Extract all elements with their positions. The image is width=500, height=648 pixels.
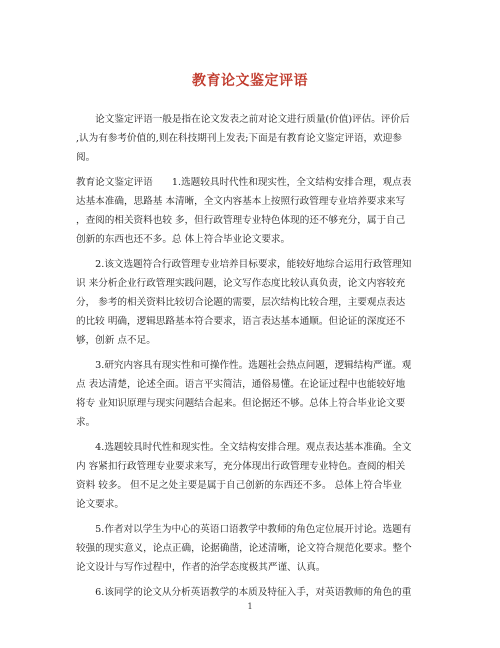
text-line: 的比较 明确，逻辑思路基本符合要求，语言表达基本通顺。但论证的深度还不 — [76, 316, 406, 327]
text-line: 论文鉴定评语一般是指在论文发表之前对论文进行质量(价值)评估。评价后 — [76, 114, 410, 125]
text-line: 论文要求。 — [76, 499, 124, 510]
text-line: 点 表达清楚，论述全面。语言平实简洁，通俗易懂。在论证过程中也能较好地 — [76, 379, 406, 390]
text-line: 教育论文鉴定评语 1.选题较具时代性和现实性，全文结构安排合理，观点表 — [76, 177, 412, 188]
paragraph — [76, 356, 426, 432]
text-line: 4.选题较具时代性和现实性。全文结构安排合理。观点表达基本准确。全文 — [76, 442, 412, 453]
paragraph — [76, 520, 426, 577]
paragraph — [76, 583, 426, 602]
text-line: ，查阅的相关资料也较 多，但行政管理专业特色体现的还不够充分，属于自己 — [76, 215, 406, 226]
text-line: 将专 业知识原理与现实问题结合起来。但论据还不够。总体上符合毕业论文要 — [76, 398, 406, 409]
text-line: 2.该文选题符合行政管理专业培养目标要求，能较好地综合运用行政管理知 — [76, 259, 412, 270]
text-line: 3.研究内容具有现实性和可操作性。选题社会热点问题，逻辑结构严谨。观 — [76, 360, 412, 371]
document-body — [76, 110, 426, 608]
text-line: 分， 参考的相关资料比较切合论题的需要，层次结构比较合理，主要观点表达 — [76, 297, 406, 308]
text-line: 阅。 — [76, 152, 96, 163]
page-title: 教育论文鉴定评语 — [192, 73, 308, 89]
text-line: 达基本准确，思路基 本清晰，全文内容基本上按照行政管理专业培养要求来写 — [76, 196, 406, 207]
text-line: 6.该同学的论文从分析英语教学的本质及特征入手，对英语教师的角色的重 — [76, 587, 412, 598]
paragraph — [76, 255, 426, 350]
page-number: 1 — [247, 602, 253, 611]
text-line: 较强的现实意义，论点正确，论据确凿，论述清晰，论文符合规范化要求。整个 — [76, 543, 412, 554]
text-line: 内 容紧扣行政管理专业要求来写，充分体现出行政管理专业特色。查阅的相关 — [76, 461, 406, 472]
text-line: 5.作者对以学生为中心的英语口语教学中教师的角色定位展开讨论。选题有 — [76, 524, 412, 535]
paragraph — [76, 438, 426, 514]
text-line: 求。 — [76, 417, 96, 428]
text-line: ,认为有参考价值的,则在科技期刊上发表;下面是有教育论文鉴定评语，欢迎参 — [76, 133, 402, 144]
text-line: 够，创新 点不足。 — [76, 335, 156, 346]
paragraph — [76, 173, 426, 249]
text-line: 论文设计与写作过程中，作者的治学态度极其严谨、认真。 — [76, 562, 326, 573]
text-line: 资料 较多。 但不足之处主要是属于自己创新的东西还不多。 总体上符合毕业 — [76, 480, 402, 491]
text-line: 创新的东西也还不多。总 体上符合毕业论文要求。 — [76, 234, 291, 245]
text-line: 识 来分析企业行政管理实践问题，论文写作态度比较认真负责，论文内容较充 — [76, 278, 406, 289]
paragraph — [76, 110, 426, 167]
